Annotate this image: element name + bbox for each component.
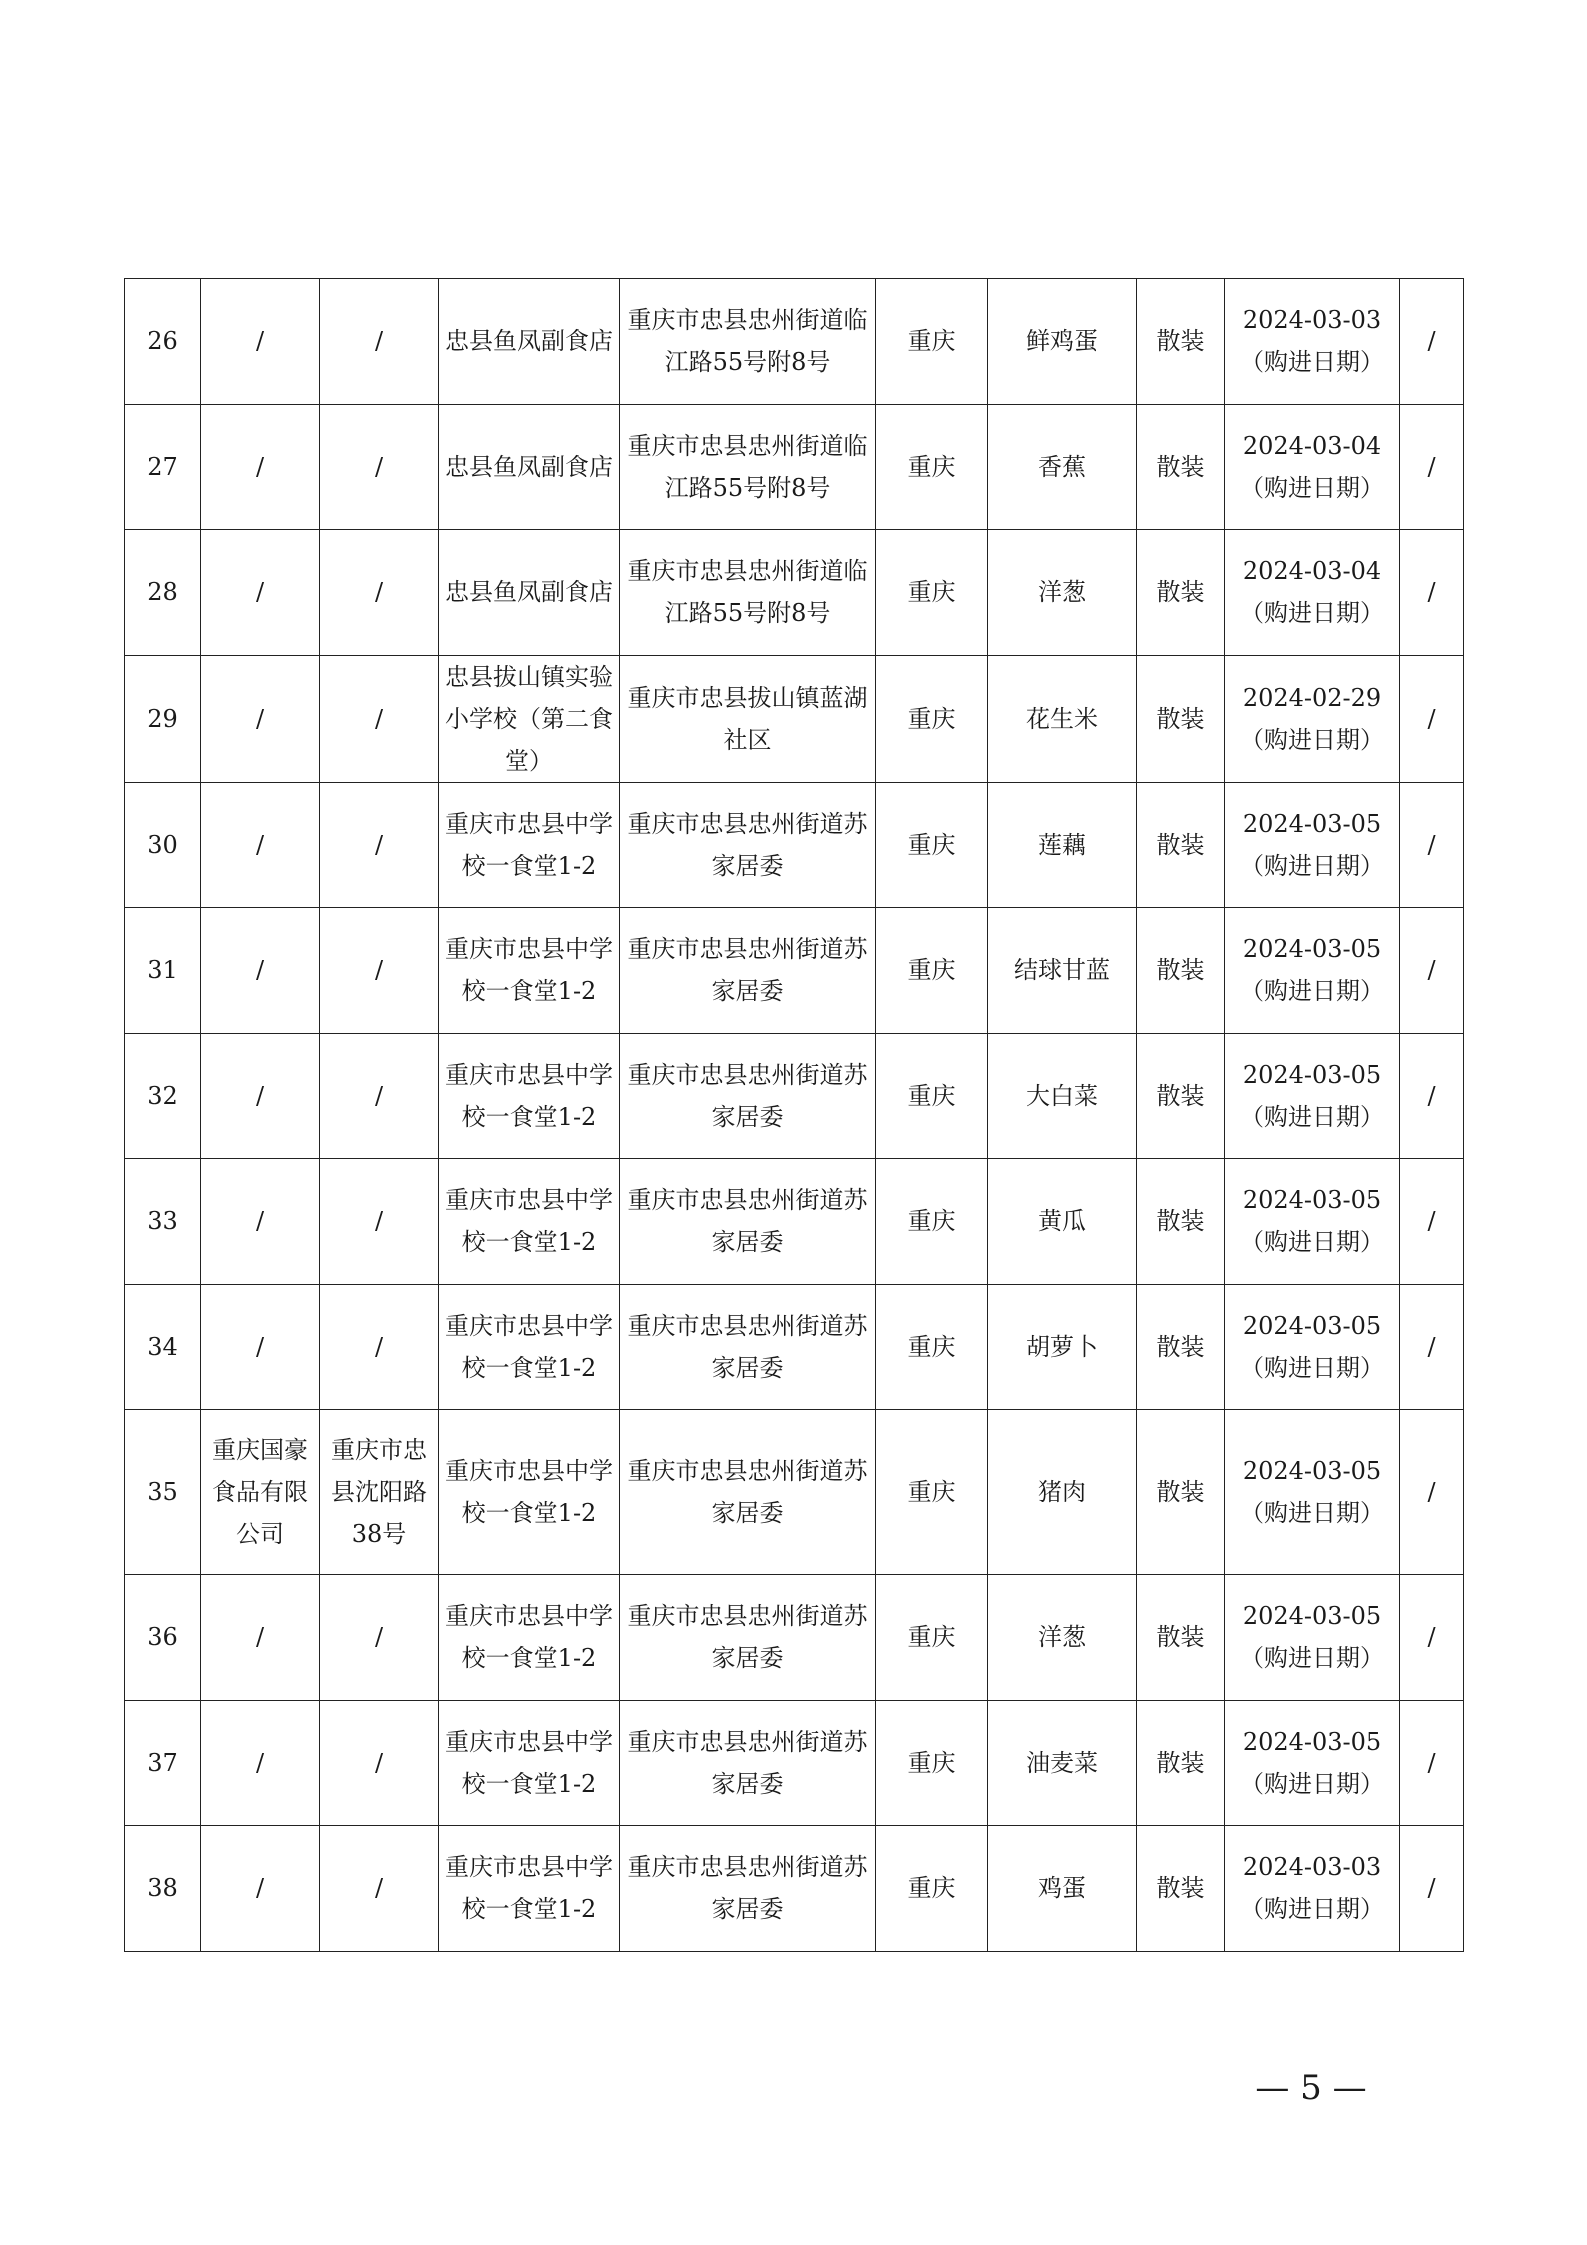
sampled-unit-address: 重庆市忠县忠州街道苏家居委 (620, 1159, 876, 1285)
production-date: 2024-03-05（购进日期） (1225, 1575, 1400, 1701)
sampled-province: 重庆 (876, 782, 988, 908)
sampled-province: 重庆 (876, 279, 988, 405)
row-number: 35 (125, 1410, 201, 1575)
specification: 散装 (1137, 530, 1225, 656)
sampled-unit-name: 重庆市忠县中学校一食堂1-2 (439, 1159, 620, 1285)
manufacturer-address: / (320, 655, 439, 782)
production-date: 2024-03-05（购进日期） (1225, 1159, 1400, 1285)
sampled-unit-name: 重庆市忠县中学校一食堂1-2 (439, 1284, 620, 1410)
manufacturer-address: / (320, 404, 439, 530)
table-row (125, 1159, 1464, 1285)
sampled-unit-address: 重庆市忠县拔山镇蓝湖社区 (620, 655, 876, 782)
sampled-province: 重庆 (876, 908, 988, 1034)
manufacturer-address: / (320, 530, 439, 656)
row-number: 38 (125, 1826, 201, 1952)
sampled-unit-name: 重庆市忠县中学校一食堂1-2 (439, 782, 620, 908)
sampled-province: 重庆 (876, 404, 988, 530)
specification: 散装 (1137, 1826, 1225, 1952)
table-row (125, 655, 1464, 782)
manufacturer-address: / (320, 1575, 439, 1701)
specification: 散装 (1137, 1284, 1225, 1410)
production-date: 2024-03-05（购进日期） (1225, 1700, 1400, 1826)
specification: 散装 (1137, 655, 1225, 782)
manufacturer-name: / (201, 1033, 320, 1159)
food-name: 鲜鸡蛋 (988, 279, 1137, 405)
row-number: 34 (125, 1284, 201, 1410)
sampled-unit-address: 重庆市忠县忠州街道苏家居委 (620, 1700, 876, 1826)
food-name: 鸡蛋 (988, 1826, 1137, 1952)
manufacturer-address: / (320, 908, 439, 1034)
sampled-province: 重庆 (876, 1159, 988, 1285)
food-name: 大白菜 (988, 1033, 1137, 1159)
specification: 散装 (1137, 908, 1225, 1034)
sampled-unit-address: 重庆市忠县忠州街道苏家居委 (620, 1575, 876, 1701)
last-column-value: / (1400, 1159, 1464, 1285)
manufacturer-address: / (320, 1033, 439, 1159)
row-number: 36 (125, 1575, 201, 1701)
production-date: 2024-03-05（购进日期） (1225, 782, 1400, 908)
manufacturer-name: / (201, 279, 320, 405)
specification: 散装 (1137, 279, 1225, 405)
sampled-unit-name: 忠县拔山镇实验小学校（第二食堂） (439, 655, 620, 782)
production-date: 2024-02-29（购进日期） (1225, 655, 1400, 782)
table-row (125, 530, 1464, 656)
specification: 散装 (1137, 1700, 1225, 1826)
sampled-unit-address: 重庆市忠县忠州街道苏家居委 (620, 1033, 876, 1159)
manufacturer-name: / (201, 530, 320, 656)
manufacturer-name: / (201, 655, 320, 782)
sampled-unit-name: 忠县鱼凤副食店 (439, 404, 620, 530)
specification: 散装 (1137, 1159, 1225, 1285)
table-row (125, 1033, 1464, 1159)
sampled-province: 重庆 (876, 1575, 988, 1701)
sampled-unit-address: 重庆市忠县忠州街道临江路55号附8号 (620, 530, 876, 656)
manufacturer-address: / (320, 1826, 439, 1952)
sampled-unit-name: 重庆市忠县中学校一食堂1-2 (439, 1575, 620, 1701)
manufacturer-name: 重庆国豪食品有限公司 (201, 1410, 320, 1575)
specification: 散装 (1137, 1575, 1225, 1701)
sampled-unit-name: 重庆市忠县中学校一食堂1-2 (439, 1410, 620, 1575)
specification: 散装 (1137, 782, 1225, 908)
manufacturer-address: / (320, 279, 439, 405)
row-number: 37 (125, 1700, 201, 1826)
table-row (125, 908, 1464, 1034)
manufacturer-name: / (201, 1575, 320, 1701)
last-column-value: / (1400, 530, 1464, 656)
last-column-value: / (1400, 655, 1464, 782)
sampled-unit-address: 重庆市忠县忠州街道苏家居委 (620, 1826, 876, 1952)
sampled-province: 重庆 (876, 655, 988, 782)
last-column-value: / (1400, 1575, 1464, 1701)
table-row (125, 1284, 1464, 1410)
food-name: 香蕉 (988, 404, 1137, 530)
production-date: 2024-03-04（购进日期） (1225, 530, 1400, 656)
last-column-value: / (1400, 908, 1464, 1034)
manufacturer-address: / (320, 1159, 439, 1285)
sampled-province: 重庆 (876, 1826, 988, 1952)
sampled-unit-name: 重庆市忠县中学校一食堂1-2 (439, 908, 620, 1034)
row-number: 26 (125, 279, 201, 405)
production-date: 2024-03-03（购进日期） (1225, 279, 1400, 405)
table-row (125, 1826, 1464, 1952)
food-name: 花生米 (988, 655, 1137, 782)
table-row (125, 782, 1464, 908)
sampled-province: 重庆 (876, 1700, 988, 1826)
sampled-unit-address: 重庆市忠县忠州街道苏家居委 (620, 1410, 876, 1575)
sampled-unit-name: 重庆市忠县中学校一食堂1-2 (439, 1826, 620, 1952)
sampled-unit-address: 重庆市忠县忠州街道苏家居委 (620, 908, 876, 1034)
food-name: 洋葱 (988, 530, 1137, 656)
manufacturer-address: / (320, 1284, 439, 1410)
specification: 散装 (1137, 404, 1225, 530)
manufacturer-address: / (320, 1700, 439, 1826)
food-name: 猪肉 (988, 1410, 1137, 1575)
row-number: 30 (125, 782, 201, 908)
sampled-province: 重庆 (876, 530, 988, 656)
food-name: 胡萝卜 (988, 1284, 1137, 1410)
row-number: 27 (125, 404, 201, 530)
sampled-unit-address: 重庆市忠县忠州街道苏家居委 (620, 1284, 876, 1410)
row-number: 33 (125, 1159, 201, 1285)
manufacturer-name: / (201, 1159, 320, 1285)
last-column-value: / (1400, 1700, 1464, 1826)
specification: 散装 (1137, 1033, 1225, 1159)
food-name: 莲藕 (988, 782, 1137, 908)
sampled-unit-name: 忠县鱼凤副食店 (439, 279, 620, 405)
table-row (125, 1700, 1464, 1826)
manufacturer-name: / (201, 1700, 320, 1826)
last-column-value: / (1400, 279, 1464, 405)
last-column-value: / (1400, 1826, 1464, 1952)
food-name: 油麦菜 (988, 1700, 1137, 1826)
food-name: 洋葱 (988, 1575, 1137, 1701)
table-row (125, 279, 1464, 405)
last-column-value: / (1400, 1284, 1464, 1410)
manufacturer-name: / (201, 908, 320, 1034)
production-date: 2024-03-03（购进日期） (1225, 1826, 1400, 1952)
row-number: 28 (125, 530, 201, 656)
food-sampling-table (124, 278, 1464, 1952)
manufacturer-name: / (201, 1284, 320, 1410)
sampled-province: 重庆 (876, 1284, 988, 1410)
sampled-unit-address: 重庆市忠县忠州街道苏家居委 (620, 782, 876, 908)
manufacturer-name: / (201, 1826, 320, 1952)
food-name: 黄瓜 (988, 1159, 1137, 1285)
table-row (125, 1575, 1464, 1701)
manufacturer-name: / (201, 782, 320, 908)
sampled-unit-name: 重庆市忠县中学校一食堂1-2 (439, 1700, 620, 1826)
production-date: 2024-03-05（购进日期） (1225, 1033, 1400, 1159)
table-row (125, 1410, 1464, 1575)
page-number: — 5 — (1255, 2068, 1367, 2108)
specification: 散装 (1137, 1410, 1225, 1575)
manufacturer-address: 重庆市忠县沈阳路38号 (320, 1410, 439, 1575)
sampled-province: 重庆 (876, 1033, 988, 1159)
production-date: 2024-03-05（购进日期） (1225, 1284, 1400, 1410)
last-column-value: / (1400, 1410, 1464, 1575)
table-row (125, 404, 1464, 530)
row-number: 31 (125, 908, 201, 1034)
sampled-unit-name: 忠县鱼凤副食店 (439, 530, 620, 656)
production-date: 2024-03-05（购进日期） (1225, 908, 1400, 1034)
sampled-unit-name: 重庆市忠县中学校一食堂1-2 (439, 1033, 620, 1159)
production-date: 2024-03-04（购进日期） (1225, 404, 1400, 530)
production-date: 2024-03-05（购进日期） (1225, 1410, 1400, 1575)
manufacturer-name: / (201, 404, 320, 530)
last-column-value: / (1400, 404, 1464, 530)
sampled-province: 重庆 (876, 1410, 988, 1575)
last-column-value: / (1400, 782, 1464, 908)
sampled-unit-address: 重庆市忠县忠州街道临江路55号附8号 (620, 404, 876, 530)
food-name: 结球甘蓝 (988, 908, 1137, 1034)
last-column-value: / (1400, 1033, 1464, 1159)
row-number: 29 (125, 655, 201, 782)
sampled-unit-address: 重庆市忠县忠州街道临江路55号附8号 (620, 279, 876, 405)
manufacturer-address: / (320, 782, 439, 908)
row-number: 32 (125, 1033, 201, 1159)
